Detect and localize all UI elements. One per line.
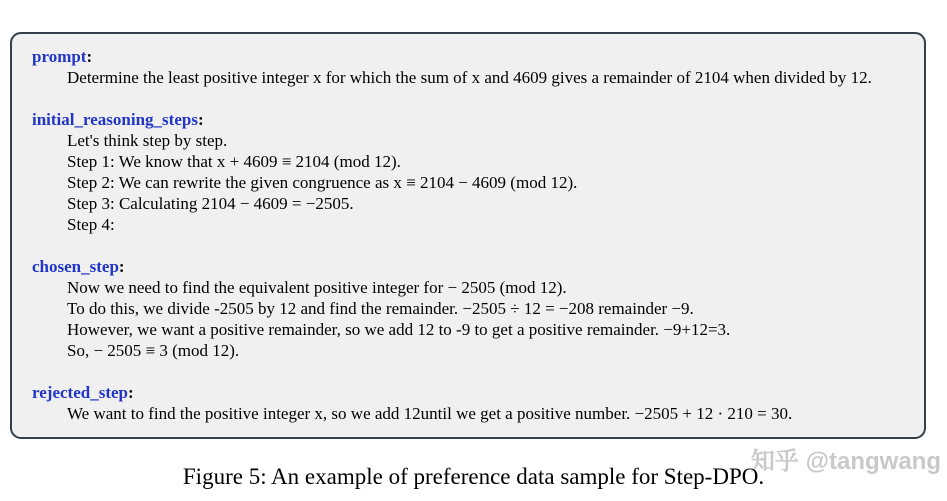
section-label: chosen_step	[32, 257, 119, 276]
section-line: So, − 2505 ≡ 3 (mod 12).	[67, 341, 240, 360]
label-colon: :	[197, 110, 204, 129]
section-label-line	[32, 46, 910, 67]
figure-caption: Figure 5: An example of preference data sample for Step-DPO.	[182, 464, 765, 489]
section-rejected-step	[32, 382, 910, 424]
section-line: Step 2: We can rewrite the given congruence as x ≡ 2104 − 4609 (mod 12).	[67, 173, 578, 192]
section-label-line	[32, 382, 910, 403]
section-chosen-step	[32, 256, 910, 361]
section-label-line	[32, 109, 910, 130]
section-label: prompt	[32, 47, 87, 66]
preference-sample-box	[10, 32, 926, 439]
label-colon: :	[86, 47, 93, 66]
label-colon: :	[127, 383, 134, 402]
section-line: We want to find the positive integer x, so we add 12until we get a positive number. −2505 + 12 · 210 = 30.	[67, 404, 793, 423]
section-prompt	[32, 46, 910, 88]
section-line: Now we need to find the equivalent positive integer for − 2505 (mod 12).	[67, 278, 567, 297]
section-line: Step 4:	[67, 215, 115, 234]
section-line: Step 3: Calculating 2104 − 4609 = −2505.	[67, 194, 354, 213]
section-line: To do this, we divide -2505 by 12 and find the remainder. −2505 ÷ 12 = −208 remainder −9.	[67, 299, 694, 318]
section-line: Step 1: We know that x + 4609 ≡ 2104 (mod 12).	[67, 152, 401, 171]
label-colon: :	[118, 257, 125, 276]
section-initial-reasoning-steps	[32, 109, 910, 235]
section-line: Determine the least positive integer x for which the sum of x and 4609 gives a remainder of 2104 when divided by 12.	[67, 68, 872, 87]
section-line: However, we want a positive remainder, so we add 12 to -9 to get a positive remainder. −9+12=3.	[67, 320, 731, 339]
section-label-line	[32, 256, 910, 277]
section-label: rejected_step	[32, 383, 128, 402]
section-label: initial_reasoning_steps	[32, 110, 198, 129]
section-line: Let's think step by step.	[67, 131, 228, 150]
watermark: 知乎 @tangwang	[750, 448, 941, 475]
